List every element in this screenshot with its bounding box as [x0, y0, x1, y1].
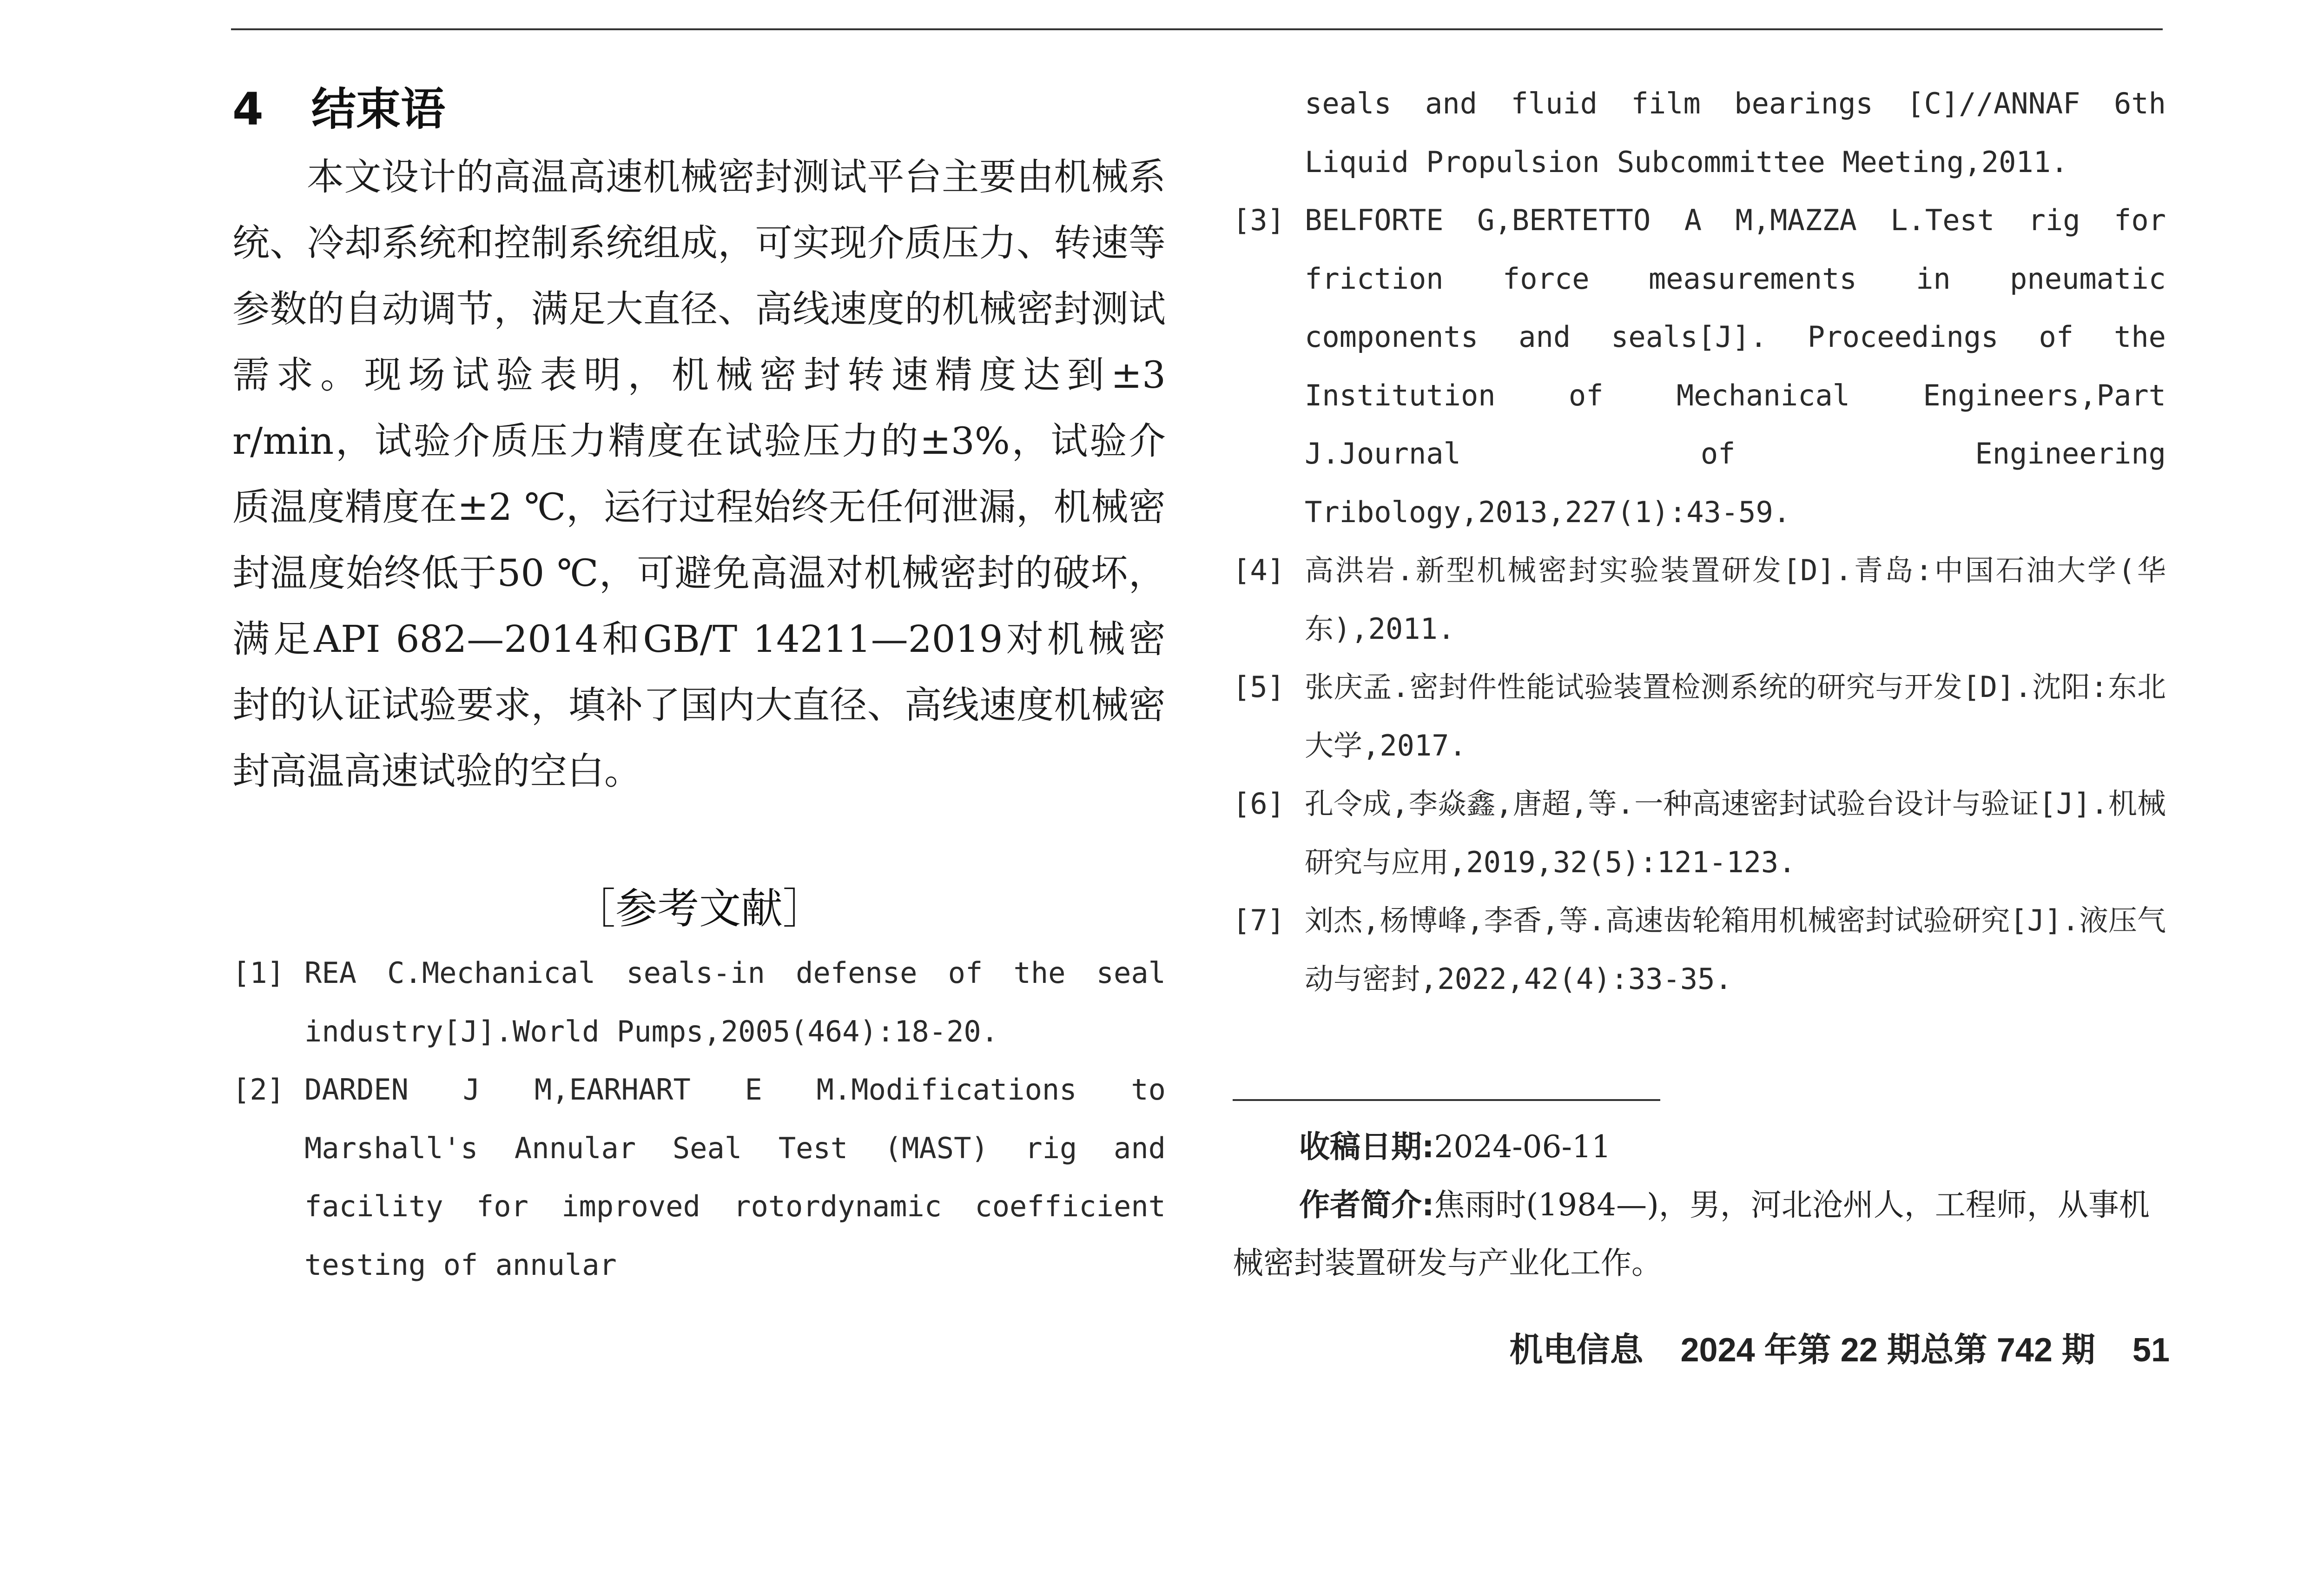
reference-text: BELFORTE G,BERTETTO A M,MAZZA L.Test rig for friction force measurements in pneumatic components and seals[J]. Proceedings of the Institution of Mechanical Engineers,Part J.Journal of Engineering Tribology,2013,227(1):43-59.: [1305, 203, 2166, 529]
received-date: 2024-06-11: [1434, 1129, 1611, 1165]
journal-name: 机电信息: [1509, 1332, 1644, 1369]
header-rule: [231, 28, 2163, 30]
footnote-rule: [1233, 1099, 1660, 1101]
section-heading: [232, 74, 1166, 144]
reference-text: 张庆孟.密封件性能试验装置检测系统的研究与开发[D].沈阳:东北大学,2017.: [1305, 670, 2166, 762]
reference-item: [232, 1061, 1166, 1294]
reference-item: [1233, 775, 2166, 891]
reference-number: [2]: [232, 1073, 284, 1107]
reference-text: REA C.Mechanical seals-in defense of the seal industry[J].World Pumps,2005(464):18-20.: [304, 956, 1166, 1048]
references-title: ［参考文献］: [574, 884, 825, 933]
reference-number: [4]: [1233, 553, 1285, 587]
right-column: [1233, 74, 2166, 1292]
reference-number: [1]: [232, 956, 284, 990]
reference-list-right: [1233, 74, 2166, 1008]
reference-number: [7]: [1233, 903, 1285, 937]
reference-item: [1233, 541, 2166, 658]
section-title: 结束语: [311, 83, 445, 135]
reference-text: 孔令成,李焱鑫,唐超,等.一种高速密封试验台设计与验证[J].机械研究与应用,2019,32(5):121-123.: [1305, 787, 2166, 879]
reference-text: seals and fluid film bearings [C]//ANNAF 6th Liquid Propulsion Subcommittee Meeting,2011.: [1305, 86, 2166, 179]
reference-item: [1233, 658, 2166, 775]
left-column: [232, 74, 1166, 1294]
reference-text: DARDEN J M,EARHART E M.Modifications to Marshall's Annular Seal Test (MAST) rig and facility for improved rotordynamic coefficient testing of annular: [304, 1073, 1166, 1282]
conclusion-paragraph: 本文设计的高温高速机械密封测试平台主要由机械系统、冷却系统和控制系统组成，可实现介质压力、转速等参数的自动调节，满足大直径、高线速度的机械密封测试需求。现场试验表明，机械密封转速精度达到±3 r/min，试验介质压力精度在试验压力的±3%，试验介质温度精度在±2 ℃，运行过程始终无任何泄漏，机械密封温度始终低于50 ℃，可避免高温对机械密封的破坏，满足API 682—2014和GB/T 14211—2019对机械密封的认证试验要求，填补了国内大直径、高线速度机械密封高温高速试验的空白。: [232, 155, 1166, 793]
received-date-note: [1233, 1118, 2166, 1176]
author-bio: 焦雨时(1984—)，男，河北沧州人，工程师，从事机械密封装置研发与产业化工作。: [1233, 1187, 2150, 1281]
reference-item: [1233, 891, 2166, 1008]
page-number: 51: [2132, 1332, 2170, 1369]
reference-number: [5]: [1233, 670, 1285, 704]
reference-continuation: [1233, 74, 2166, 191]
author-note: [1233, 1176, 2166, 1292]
reference-item: [232, 944, 1166, 1061]
issue-info: 2024 年第 22 期总第 742 期: [1680, 1332, 2095, 1369]
reference-list-left: [232, 944, 1166, 1294]
reference-number: [3]: [1233, 203, 1285, 237]
page-footer: [1509, 1323, 2170, 1371]
section-number: 4: [232, 83, 264, 135]
author-label: 作者简介:: [1299, 1187, 1434, 1223]
reference-item: [1233, 191, 2166, 541]
received-label: 收稿日期:: [1299, 1129, 1434, 1165]
reference-text: 刘杰,杨博峰,李香,等.高速齿轮箱用机械密封试验研究[J].液压气动与密封,2022,42(4):33-35.: [1305, 903, 2166, 996]
reference-number: [6]: [1233, 787, 1285, 821]
reference-text: 高洪岩.新型机械密封实验装置研发[D].青岛:中国石油大学(华东),2011.: [1305, 553, 2166, 646]
